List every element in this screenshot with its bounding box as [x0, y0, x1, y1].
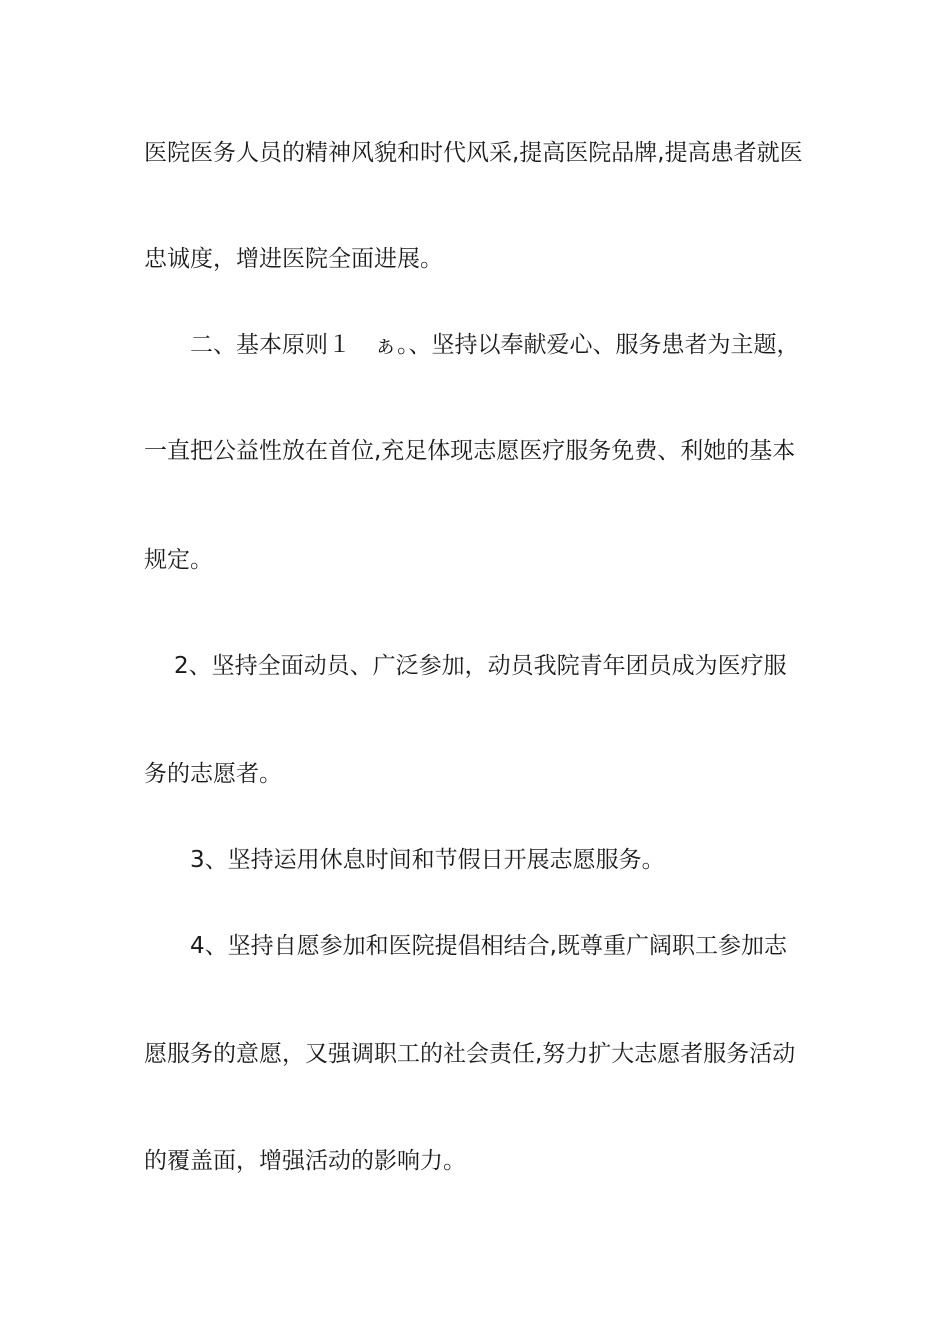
text-line-9: 4、坚持自愿参加和医院提倡相结合,既尊重广阔职工参加志 — [190, 933, 787, 959]
text-line-1: 医院医务人员的精神风貌和时代风采,提高医院品牌,提高患者就医 — [144, 140, 803, 166]
text-line-4: 一直把公益性放在首位,充足体现志愿医疗服务免费、利她的基本 — [144, 438, 796, 464]
text-line-8: 3、坚持运用休息时间和节假日开展志愿服务。 — [190, 847, 665, 873]
text-line-5: 规定。 — [144, 547, 213, 573]
text-line-2: 忠诚度，增进医院全面进展。 — [144, 246, 443, 272]
text-line-3: 二、基本原则１ ぁ。、坚持以奉献爱心、服务患者为主题， — [190, 332, 800, 358]
text-line-10: 愿服务的意愿，又强调职工的社会责任,努力扩大志愿者服务活动 — [144, 1041, 796, 1067]
text-line-11: 的覆盖面，增强活动的影响力。 — [144, 1148, 466, 1174]
text-line-7: 务的志愿者。 — [144, 761, 282, 787]
text-line-6: 2、坚持全面动员、广泛参加，动员我院青年团员成为医疗服 — [174, 653, 787, 679]
